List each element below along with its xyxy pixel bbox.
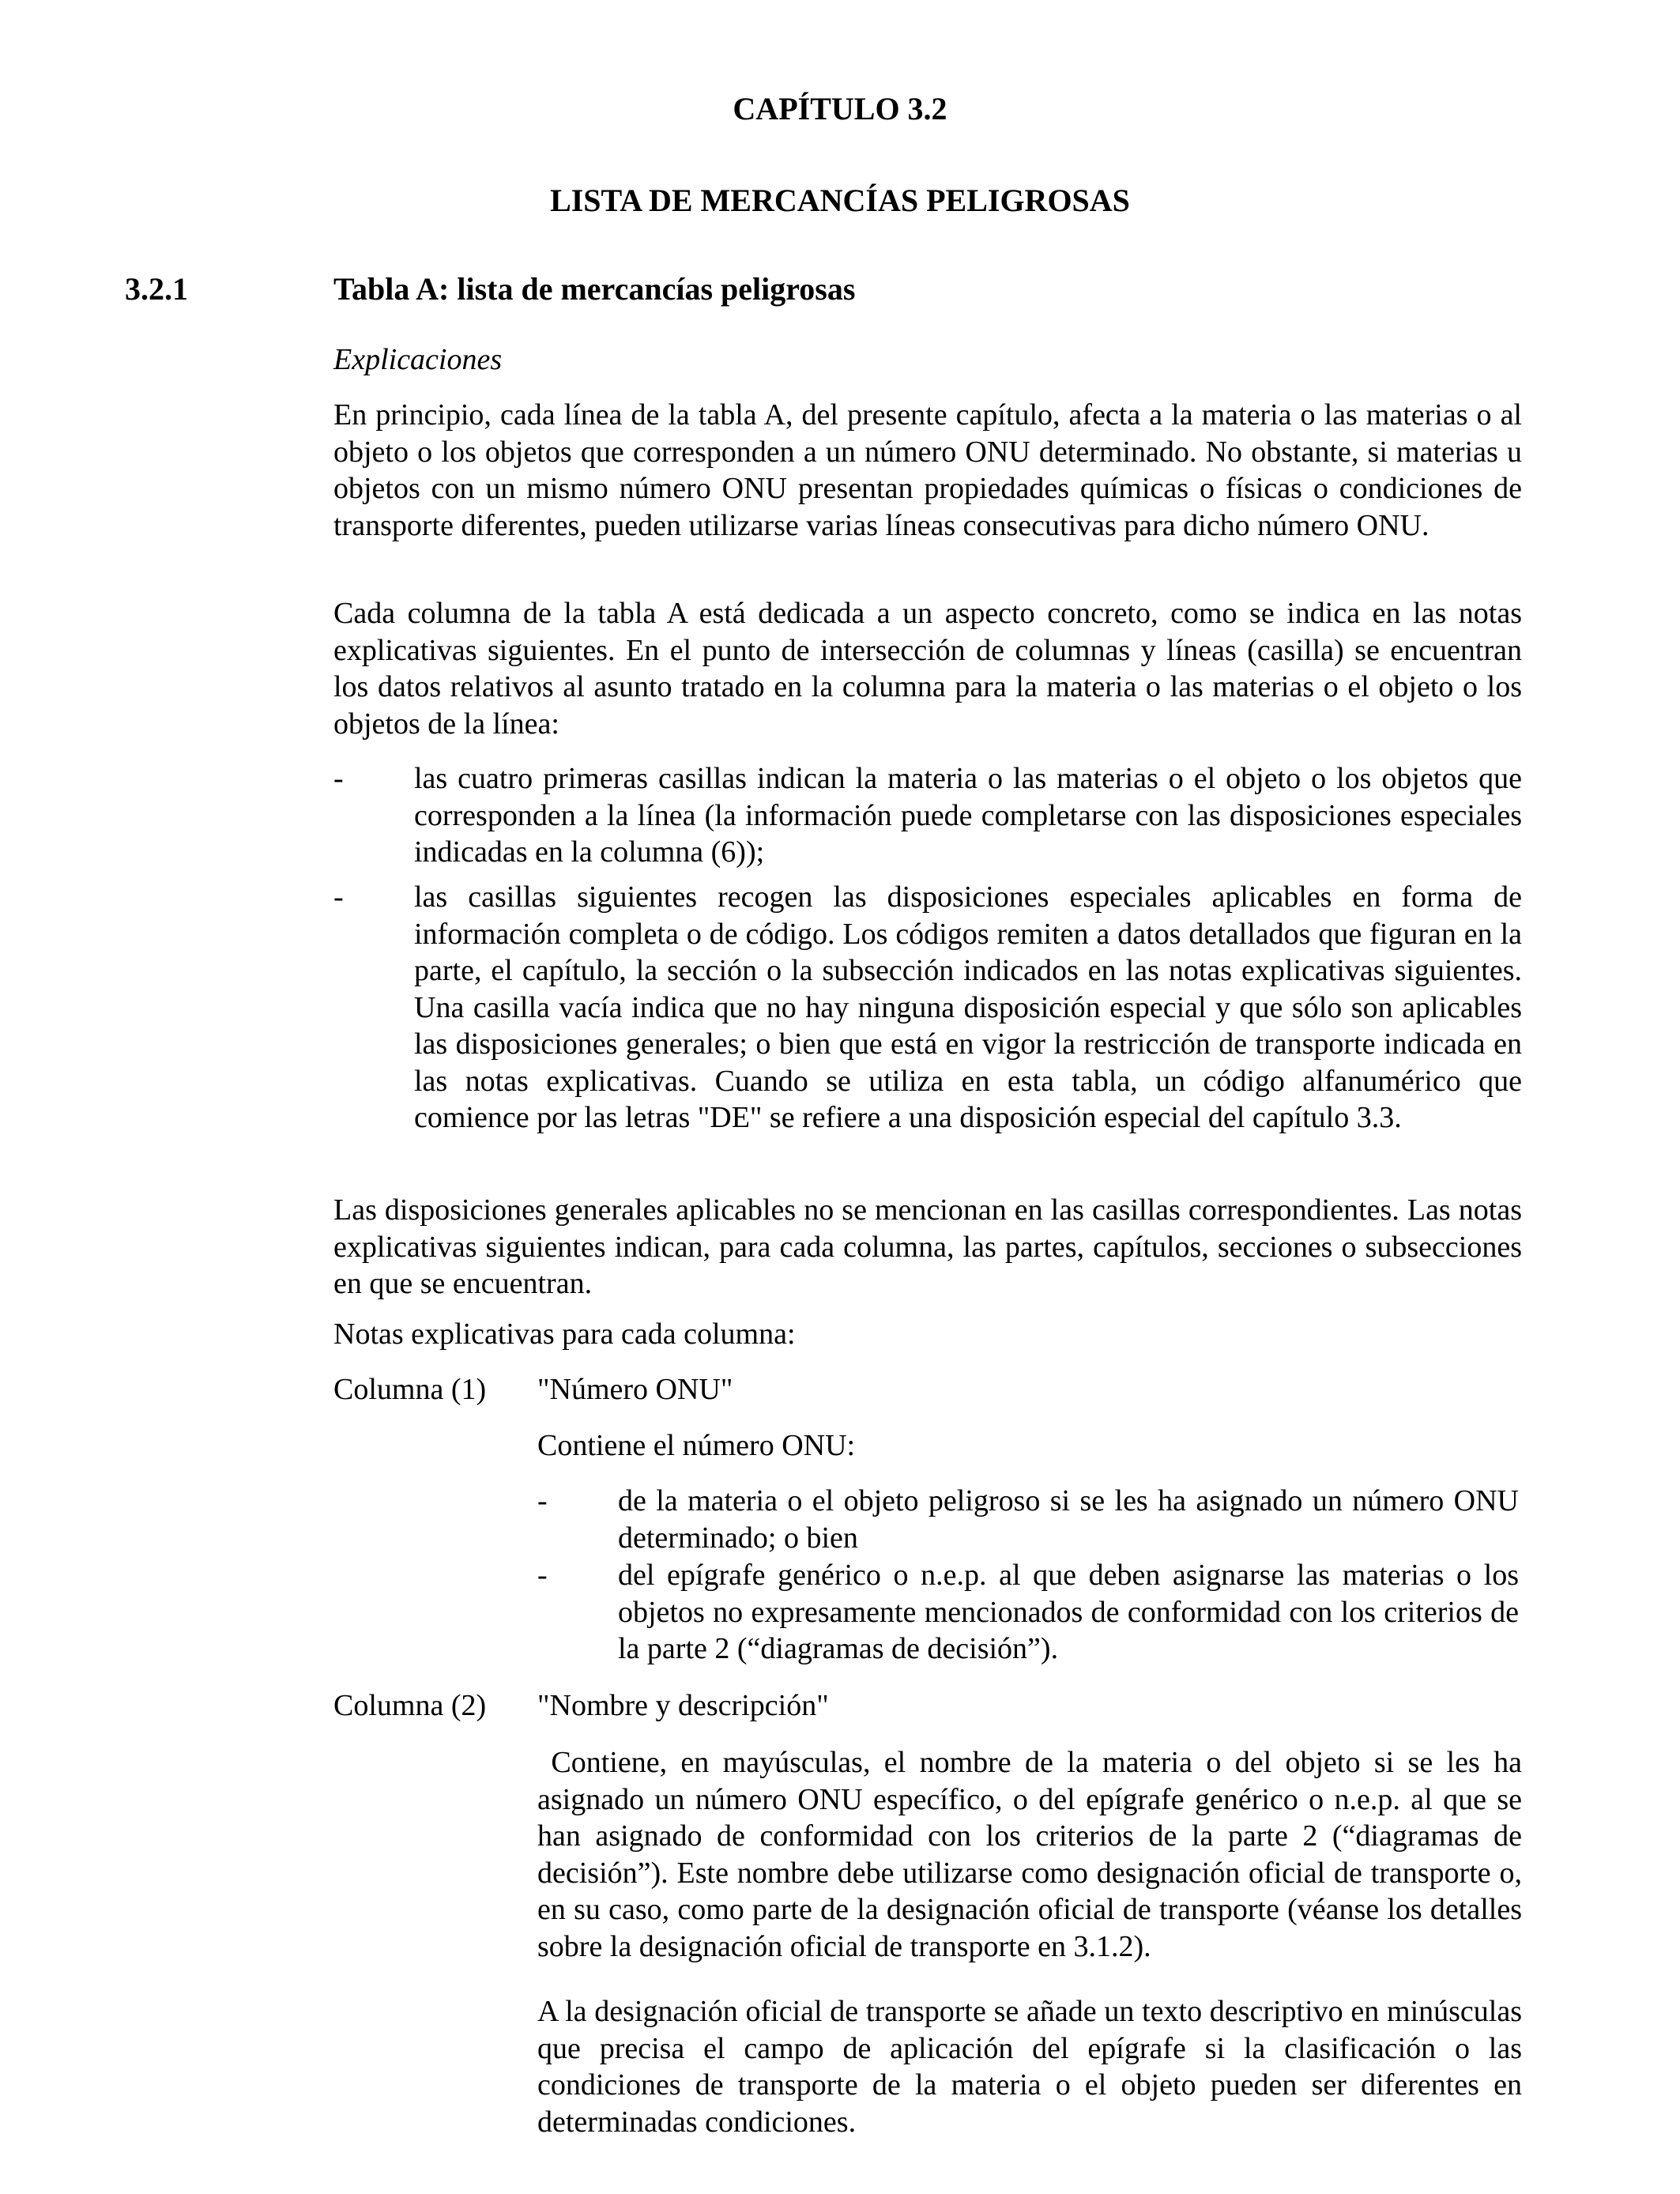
column-1-label: Columna (1) [333, 1373, 487, 1406]
subheading-explicaciones: Explicaciones [333, 343, 503, 376]
column-1-item: de la materia o el objeto peligroso si se les ha asignado un número ONU determinado; o bien [618, 1484, 1519, 1555]
column-1-item: del epígrafe genérico o n.e.p. al que deben asignarse las materias o los objetos no expresamente mencionados de conformidad con los criterios de la parte 2 (“diagramas de decisión”). [618, 1559, 1519, 1665]
bullet-dash: - [537, 1559, 548, 1592]
column-2-paragraph: Contiene, en mayúsculas, el nombre de la materia o del objeto si se les ha asignado un número ONU específico, o del epígrafe genérico o n.e.p. al que se han asignado de conformidad con los criterios de la parte 2 (“diagramas de decisión”). Este nombre debe utilizarse como designación oficial de transporte o, en su caso, como parte de la designación oficial de transporte (véanse los detalles sobre la designación oficial de transporte en 3.1.2). [537, 1746, 1530, 1963]
bullet-dash: - [333, 762, 344, 795]
section-number: 3.2.1 [125, 271, 188, 307]
chapter-title: LISTA DE MERCANCÍAS PELIGROSAS [550, 183, 1130, 218]
paragraph-notes-intro: Notas explicativas para cada columna: [333, 1318, 796, 1351]
column-2-label: Columna (2) [333, 1689, 487, 1722]
bullet-dash: - [537, 1484, 548, 1517]
column-1-intro: Contiene el número ONU: [537, 1429, 856, 1462]
column-1-heading: "Número ONU" [537, 1373, 733, 1406]
bullet-dash: - [333, 880, 344, 914]
column-2-heading: "Nombre y descripción" [537, 1689, 829, 1722]
chapter-heading: CAPÍTULO 3.2 [733, 91, 947, 126]
bullet-text: las casillas siguientes recogen las disposiciones especiales aplicables en forma de información completa o de código. Los códigos remiten a datos detallados que figuran en la parte, el capítulo, la sección o la subsección indicados en las notas explicativas siguientes. Una casilla vacía indica que no hay ninguna disposición especial y que sólo son aplicables las disposiciones generales; o bien que está en vigor la restricción de transporte indicada en las notas explicativas. Cuando se utiliza en esta tabla, un código alfanumérico que comience por las letras "DE" se refiere a una disposición especial del capítulo 3.3. [414, 880, 1522, 1134]
paragraph-general-provisions: Las disposiciones generales aplicables no se mencionan en las casillas correspondientes. Las notas explicativas siguientes indican, para cada columna, las partes, capítulos, secciones o subsecciones en que se encuentran. [333, 1193, 1522, 1300]
bullet-text: las cuatro primeras casillas indican la materia o las materias o el objeto o los objetos que corresponden a la línea (la información puede completarse con las disposiciones especiales indicadas en la columna (6)); [414, 762, 1522, 869]
paragraph-intro: En principio, cada línea de la tabla A, del presente capítulo, afecta a la materia o las materias o al objeto o los objetos que corresponden a un número ONU determinado. No obstante, si materias u objetos con un mismo número ONU presentan propiedades químicas o físicas o condiciones de transporte diferentes, pueden utilizarse varias líneas consecutivas para dicho número ONU. [333, 398, 1522, 542]
section-title: Tabla A: lista de mercancías peligrosas [333, 271, 856, 307]
paragraph-columns: Cada columna de la tabla A está dedicada a un aspecto concreto, como se indica en las notas explicativas siguientes. En el punto de intersección de columnas y líneas (casilla) se encuentran los datos relativos al asunto tratado en la columna para la materia o las materias o el objeto o los objetos de la línea: [333, 597, 1522, 741]
column-2-paragraph: A la designación oficial de transporte se añade un texto descriptivo en minúsculas que precisa el campo de aplicación del epígrafe si la clasificación o las condiciones de transporte de la materia o el objeto pueden ser diferentes en determinadas condiciones. [537, 1995, 1522, 2139]
